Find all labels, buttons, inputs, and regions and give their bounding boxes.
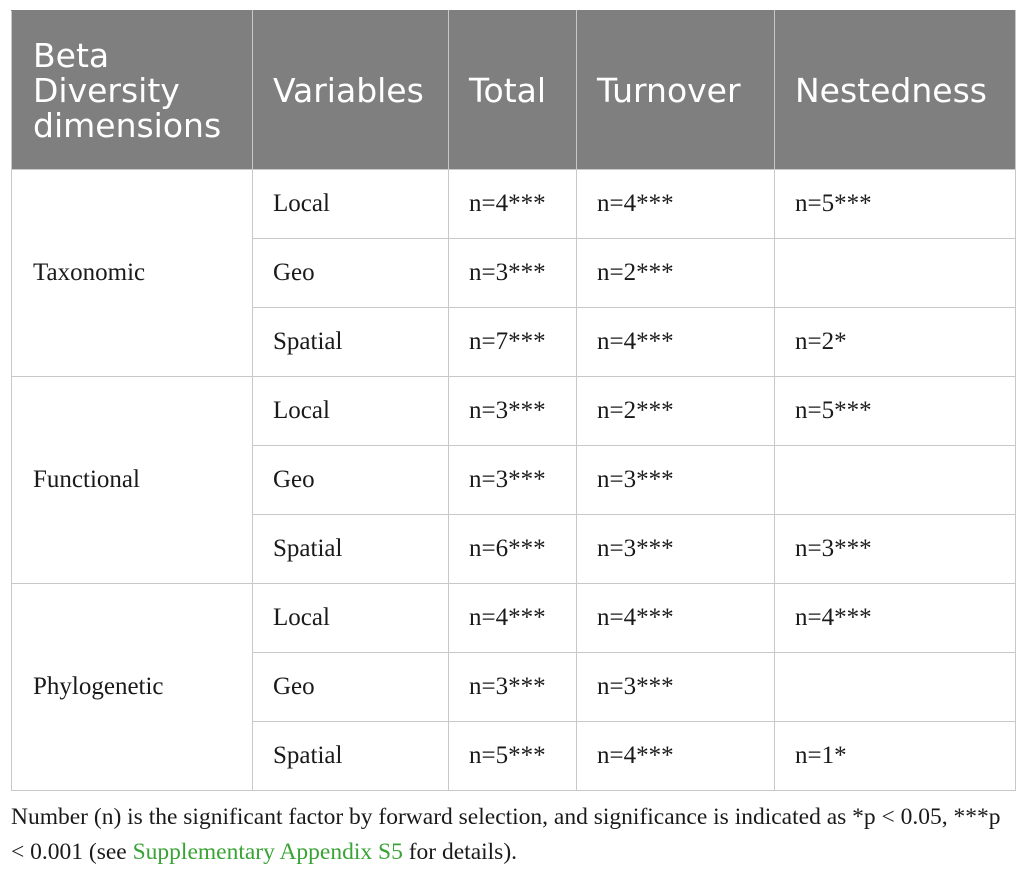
turnover-cell: n=4*** [577,584,775,653]
turnover-cell: n=4*** [577,722,775,791]
footnote-text-end: for details). [402,839,518,865]
variable-cell: Geo [253,239,449,308]
variable-cell: Geo [253,446,449,515]
nestedness-cell: n=1* [775,722,1016,791]
nestedness-cell: n=5*** [775,170,1016,239]
header-turnover: Turnover [577,11,775,170]
nestedness-cell [775,653,1016,722]
results-table [11,10,1016,791]
turnover-cell: n=2*** [577,239,775,308]
variable-cell: Spatial [253,308,449,377]
nestedness-cell: n=4*** [775,584,1016,653]
footnote-text: Number (n) is the significant factor by forward selection, and significance is indicated as *p < 0.05, ***p < 0.001 (see [11,804,1001,865]
variable-cell: Geo [253,653,449,722]
nestedness-cell: n=2* [775,308,1016,377]
variable-cell: Local [253,170,449,239]
variable-cell: Spatial [253,722,449,791]
table-row [12,584,1016,653]
table-row [12,377,1016,446]
header-row [12,11,1016,170]
variable-cell: Local [253,377,449,446]
variable-cell: Spatial [253,515,449,584]
nestedness-cell: n=5*** [775,377,1016,446]
nestedness-cell [775,446,1016,515]
table-footnote [11,800,1019,870]
dimension-phylogenetic: Phylogenetic [12,584,253,791]
total-cell: n=3*** [449,446,577,515]
total-cell: n=5*** [449,722,577,791]
turnover-cell: n=4*** [577,170,775,239]
header-nestedness: Nestedness [775,11,1016,170]
header-variables: Variables [253,11,449,170]
dimension-taxonomic: Taxonomic [12,170,253,377]
header-dimensions: Beta Diversity dimensions [12,11,253,170]
total-cell: n=3*** [449,377,577,446]
turnover-cell: n=3*** [577,653,775,722]
total-cell: n=3*** [449,239,577,308]
total-cell: n=3*** [449,653,577,722]
total-cell: n=6*** [449,515,577,584]
turnover-cell: n=3*** [577,446,775,515]
dimension-functional: Functional [12,377,253,584]
total-cell: n=4*** [449,170,577,239]
total-cell: n=7*** [449,308,577,377]
turnover-cell: n=3*** [577,515,775,584]
turnover-cell: n=2*** [577,377,775,446]
table-row [12,170,1016,239]
total-cell: n=4*** [449,584,577,653]
supplementary-appendix-link[interactable]: Supplementary Appendix S5 [132,839,403,865]
header-total: Total [449,11,577,170]
nestedness-cell: n=3*** [775,515,1016,584]
turnover-cell: n=4*** [577,308,775,377]
variable-cell: Local [253,584,449,653]
nestedness-cell [775,239,1016,308]
